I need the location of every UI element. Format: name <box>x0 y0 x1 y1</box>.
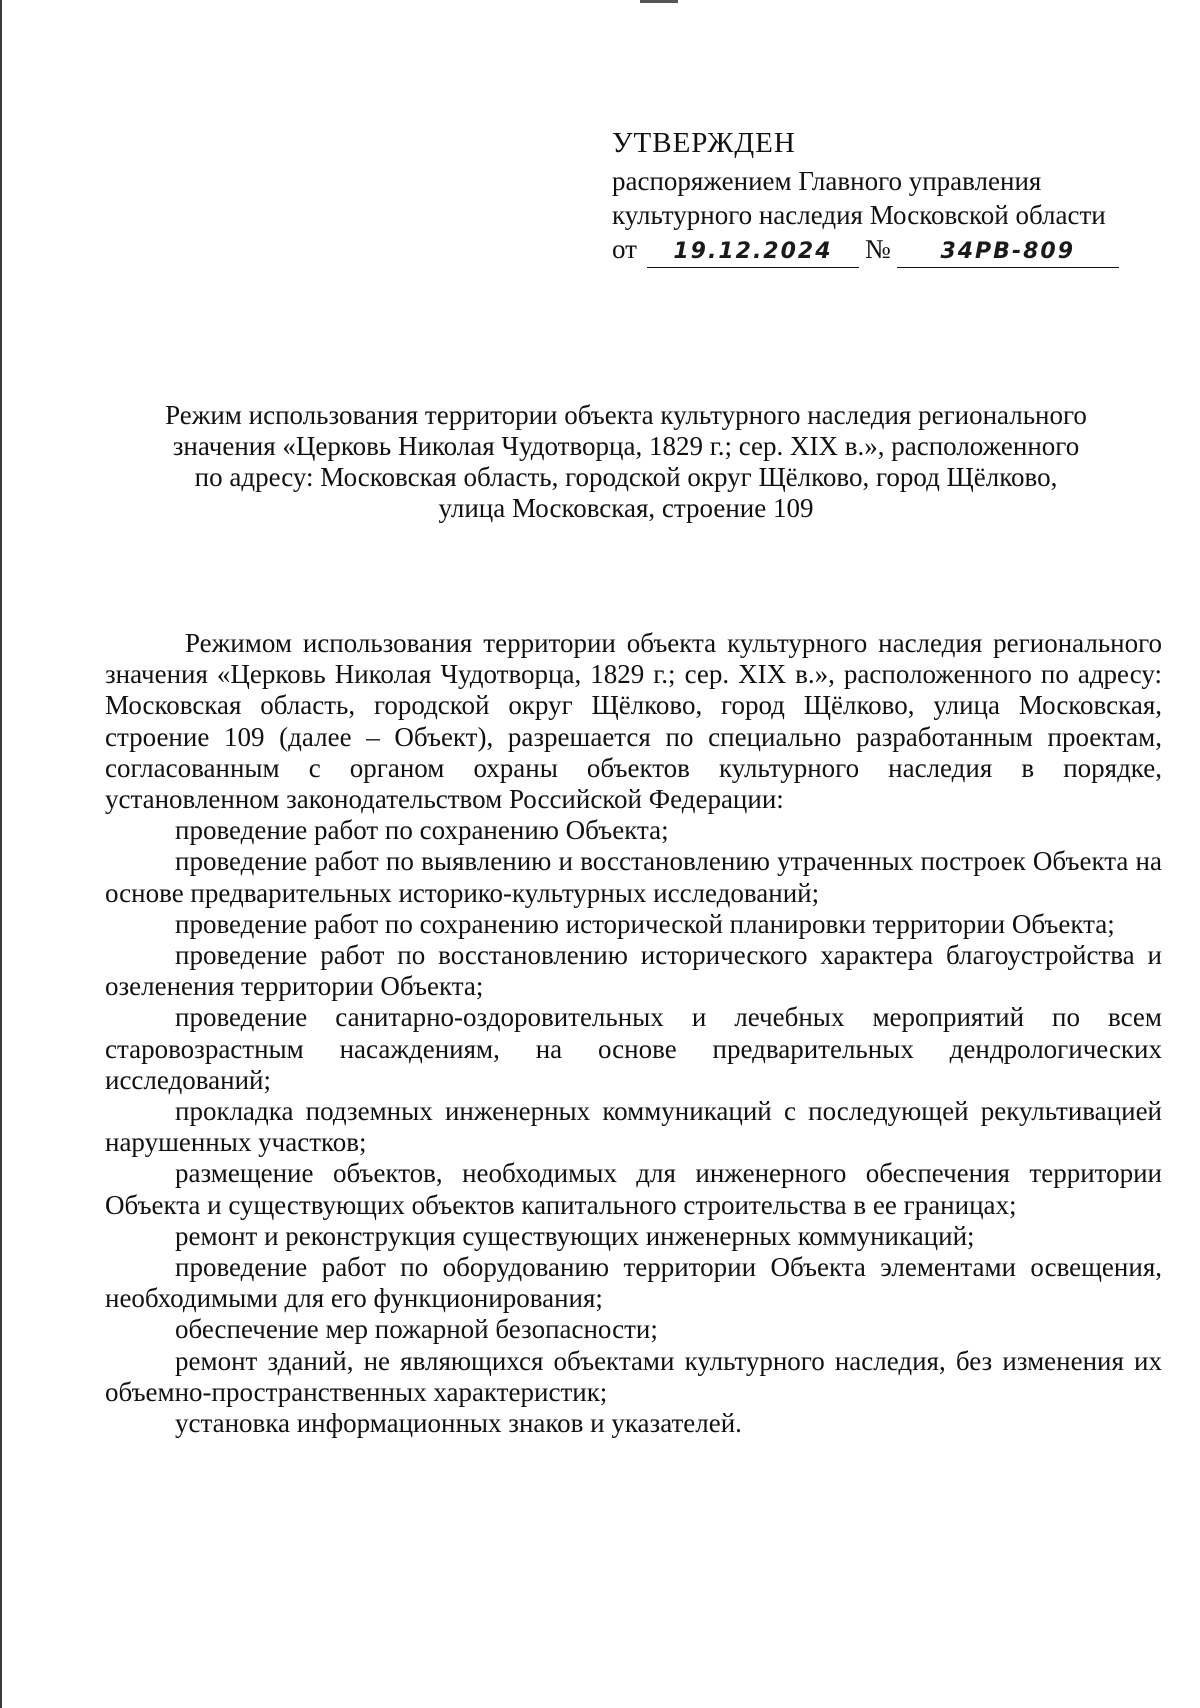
date-prefix: от <box>612 234 637 264</box>
list-item: проведение работ по оборудованию территории Объекта элементами освещения, необходимыми для его функционирования; <box>105 1252 1162 1314</box>
list-item: проведение работ по выявлению и восстановлению утраченных построек Объекта на основе предварительных историко-культурных исследований; <box>105 846 1162 908</box>
approval-heading: УТВЕРЖДЕН <box>612 127 796 159</box>
list-item: проведение работ по сохранению Объекта; <box>175 815 669 846</box>
document-title <box>90 400 1162 524</box>
approval-line-2: культурного наследия Московской области <box>612 200 1106 230</box>
handwritten-date: 19.12.2024 <box>647 237 859 268</box>
list-item: ремонт зданий, не являющихся объектами культурного наследия, без изменения их объемно-пространственных характеристик; <box>105 1345 1162 1407</box>
list-item: проведение работ по сохранению исторической планировки территории Объекта; <box>175 908 1115 939</box>
list-item: установка информационных знаков и указателей. <box>175 1408 742 1439</box>
approval-date-row <box>612 232 1152 268</box>
title-line-4: улица Московская, строение 109 <box>438 493 814 523</box>
list-item: проведение работ по восстановлению исторического характера благоустройства и озеленения территории Объекта; <box>105 940 1162 1002</box>
list-item: ремонт и реконструкция существующих инженерных коммуникаций; <box>175 1220 975 1251</box>
number-sign: № <box>864 234 891 264</box>
scan-top-mark <box>640 0 678 3</box>
handwritten-number: 34РВ-809 <box>897 237 1119 268</box>
list-item: проведение санитарно-оздоровительных и лечебных мероприятий по всем старовозрастным насаждениям, на основе предварительных дендрологических исследований; <box>105 1002 1162 1095</box>
approval-line-1: распоряжением Главного управления <box>612 166 1042 196</box>
title-line-2: значения «Церковь Николая Чудотворца, 1829 г.; сер. XIX в.», расположенного <box>172 431 1080 461</box>
intro-paragraph: Режимом использования территории объекта культурного наследия регионального значения «Церковь Николая Чудотворца, 1829 г.; сер. XIX в.», расположенного по адресу: Московская область, городской округ Щёлково, город Щёлково, улица Московская, строение 109 (далее – Объект), разрешается по специально разработанным проектам, согласованным с органом охраны объектов культурного наследия в порядке, установленном законодательством Российской Федерации: <box>105 628 1162 815</box>
approval-block <box>612 126 1152 268</box>
list-item: прокладка подземных инженерных коммуникаций с последующей рекультивацией нарушенных участков; <box>105 1096 1162 1158</box>
title-line-3: по адресу: Московская область, городской округ Щёлково, город Щёлково, <box>194 462 1058 492</box>
scan-edge-mark <box>0 0 2 1708</box>
list-item: размещение объектов, необходимых для инженерного обеспечения территории Объекта и существующих объектов капитального строительства в ее границах; <box>105 1158 1162 1220</box>
document-body <box>105 628 1162 1439</box>
title-line-1: Режим использования территории объекта культурного наследия регионального <box>165 400 1087 430</box>
list-item: обеспечение мер пожарной безопасности; <box>175 1314 658 1345</box>
